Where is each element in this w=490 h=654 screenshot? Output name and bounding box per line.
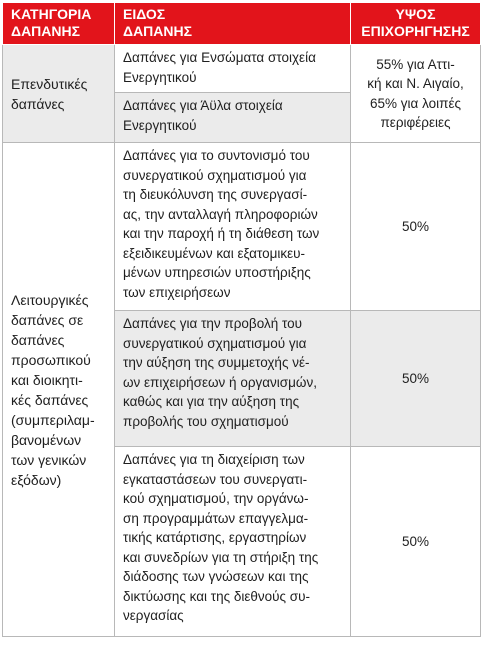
table-row (3, 45, 481, 93)
expense-type-line: μένων υπηρεσιών υποστήριξης (123, 265, 311, 280)
expense-type-line: δικτύωσης και της διεθνούς συ- (123, 588, 311, 604)
table-row (3, 143, 481, 311)
header-row (3, 3, 481, 45)
expense-type-line: τη διευκόλυνση της συνεργασί- (123, 187, 308, 202)
expense-type-line: συνεργατικού σχηματισμού για (123, 335, 307, 351)
expense-type-line: ση προγραμμάτων επαγγελμα- (123, 510, 309, 526)
expense-type-line: εξειδικευμένων και εξατομικευ- (123, 245, 306, 261)
expense-type-line: Δαπάνες για Ενσώματα στοιχεία (123, 50, 316, 65)
header-type-line: ΕΙΔΟΣ (123, 6, 166, 22)
header-type-line: ΔΑΠΑΝΗΣ (123, 23, 193, 39)
expense-type-line: Δαπάνες για τη διαχείριση των (123, 452, 305, 467)
expense-type-line: κού σχηματισμού, την οργάνω- (123, 491, 309, 506)
expense-type-line: Δαπάνες για το συντονισμό του (123, 148, 310, 163)
expense-type-line: νεργασίας (123, 608, 184, 623)
rate-cell: 50% (351, 311, 481, 447)
category-cell (3, 45, 115, 143)
expense-type-cell (115, 93, 351, 143)
rate-line: κή και Ν. Αιγαίο, (367, 76, 464, 91)
category-line: προσωπικού (11, 351, 91, 368)
expense-type-line: ων επιχειρήσεων ή οργανισμών, (123, 374, 317, 390)
rate-cell: 50% (351, 143, 481, 311)
expense-type-cell (115, 311, 351, 447)
category-line: και διοικητι- (11, 371, 83, 388)
rate-line: 55% για Αττι- (376, 56, 455, 72)
expense-type-cell (115, 447, 351, 637)
category-line: Λειτουργικές (11, 291, 89, 308)
header-category-line: ΔΑΠΑΝΗΣ (11, 23, 81, 39)
expense-type-line: Ενεργητικού (123, 69, 197, 85)
category-line: Επενδυτικές (11, 75, 88, 92)
header-rate-line: ΥΨΟΣ (395, 6, 436, 22)
header-type (115, 3, 351, 45)
expense-type-line: συνεργατικού σχηματισμού για (123, 167, 307, 183)
category-line: των γενικών (11, 451, 87, 468)
category-line: (συμπεριλαμ- (11, 411, 95, 428)
expense-type-line: καθώς και για την αύξηση της (123, 394, 300, 409)
header-category (3, 3, 115, 45)
expense-type-line: Ενεργητικού (123, 117, 197, 133)
expense-type-line: ας, την ανταλλαγή πληροφοριών (123, 206, 318, 222)
rate-line: 65% για λοιπές (370, 95, 461, 111)
category-line: δαπάνες σε (11, 311, 84, 328)
expense-type-line: των επιχειρήσεων (123, 284, 231, 300)
rate-cell (351, 45, 481, 143)
expense-type-line: και συνεδρίων για τη στήριξη της (123, 549, 319, 565)
header-category-line: ΚΑΤΗΓΟΡΙΑ (11, 6, 92, 22)
expense-type-line: εγκαταστάσεων του συνεργατι- (123, 471, 308, 487)
expense-type-line: Δαπάνες για Άϋλα στοιχεία (123, 98, 283, 113)
expense-table (2, 2, 481, 637)
category-line: δαπάνες (11, 331, 65, 348)
expense-type-line: προβολής του σχηματισμού (123, 413, 289, 429)
rate-cell: 50% (351, 447, 481, 637)
category-line: βανομένων (11, 431, 82, 448)
category-line: δαπάνες (11, 95, 65, 112)
category-line: κές δαπάνες (11, 391, 89, 408)
expense-type-cell (115, 143, 351, 311)
expense-type-line: Δαπάνες για την προβολή του (123, 316, 302, 331)
expense-type-line: διάδοσης των γνώσεων και της (123, 569, 309, 584)
expense-type-line: και την παροχή ή τη διάθεση των (123, 226, 320, 241)
header-rate-line: ΕΠΙΧΟΡΗΓΗΣΗΣ (361, 23, 470, 39)
category-cell (3, 143, 115, 637)
category-line: εξόδων) (11, 471, 62, 488)
header-rate (351, 3, 481, 45)
expense-type-line: τικής κατάρτισης, εργαστηρίων (123, 530, 307, 545)
expense-type-line: την αύξηση της συμμετοχής νέ- (123, 355, 310, 370)
rate-line: περιφέρειες (380, 115, 451, 130)
expense-type-cell (115, 45, 351, 93)
